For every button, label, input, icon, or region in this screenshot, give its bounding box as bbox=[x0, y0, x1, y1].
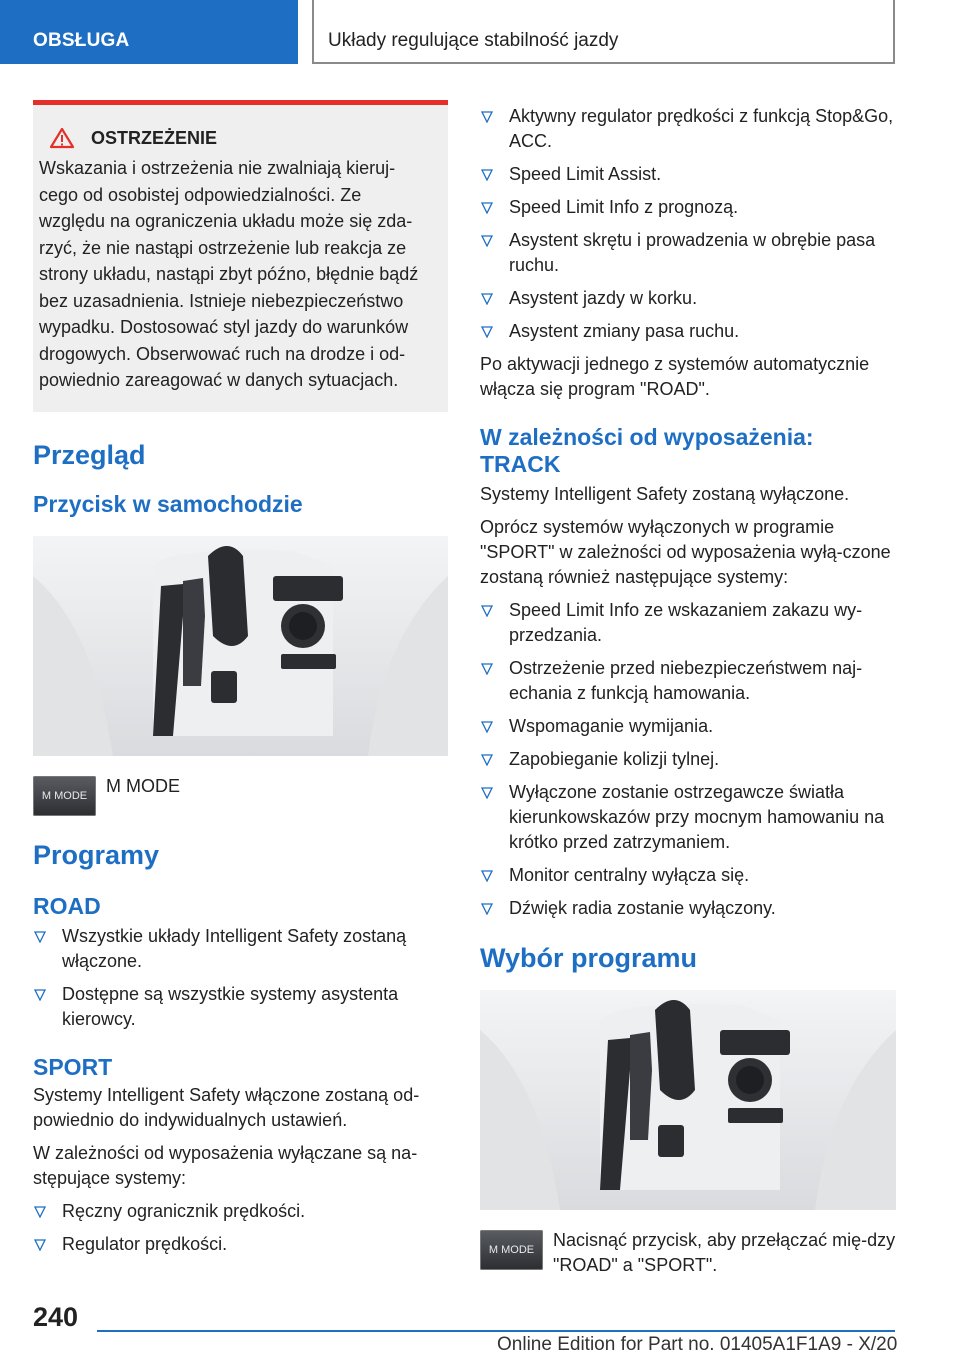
triangle-bullet-icon bbox=[481, 202, 493, 214]
console-illustration bbox=[480, 990, 896, 1210]
triangle-bullet-icon bbox=[481, 721, 493, 733]
triangle-bullet-icon bbox=[481, 235, 493, 247]
triangle-bullet-icon bbox=[481, 787, 493, 799]
console-photo bbox=[33, 536, 448, 756]
page-number: 240 bbox=[33, 1302, 79, 1332]
warning-triangle-icon bbox=[49, 127, 75, 149]
track-paragraph-1: Systemy Intelligent Safety zostaną wyłączone. bbox=[480, 484, 850, 504]
warning-box bbox=[33, 100, 448, 412]
sport-list-continued bbox=[480, 104, 896, 344]
warning-line: strony układu, nastąpi zbyt późno, błędnie bądź bbox=[39, 264, 419, 284]
list-item: Regulator prędkości. bbox=[33, 1232, 448, 1257]
list-item: Asystent jazdy w korku. bbox=[480, 286, 896, 311]
track-paragraph-2: Oprócz systemów wyłączonych w programie "SPORT" w zależności od wyposażenia wyłą-czone zostaną również następujące systemy: bbox=[480, 517, 891, 587]
road-heading: ROAD bbox=[33, 892, 101, 919]
chapter-title-box bbox=[312, 0, 895, 64]
triangle-bullet-icon bbox=[481, 754, 493, 766]
list-item: Dźwięk radia zostanie wyłączony. bbox=[480, 896, 896, 921]
selection-caption: Nacisnąć przycisk, aby przełączać mię-dzy "ROAD" a "SPORT". bbox=[553, 1230, 896, 1275]
triangle-bullet-icon bbox=[481, 169, 493, 181]
console-illustration bbox=[33, 536, 448, 756]
list-item: Speed Limit Assist. bbox=[480, 162, 896, 187]
warning-line: względu na ograniczenia układu może się zda- bbox=[39, 211, 413, 231]
list-item: Wszystkie układy Intelligent Safety zostaną włączone. bbox=[33, 924, 448, 974]
list-item: Ostrzeżenie przed niebezpieczeństwem naj-echania z funkcją hamowania. bbox=[480, 656, 896, 706]
list-item: Wyłączone zostanie ostrzegawcze światła kierunkowskazów przy mocnym hamowaniu na krótko przed zatrzymaniem. bbox=[480, 780, 896, 855]
warning-title: OSTRZEŻENIE bbox=[91, 127, 218, 148]
list-item: Speed Limit Info z prognozą. bbox=[480, 195, 896, 220]
list-item: Monitor centralny wyłącza się. bbox=[480, 863, 896, 888]
list-item: Asystent zmiany pasa ruchu. bbox=[480, 319, 896, 344]
m-mode-button-icon: M MODE bbox=[480, 1230, 543, 1270]
list-item: Zapobieganie kolizji tylnej. bbox=[480, 747, 896, 772]
programs-heading: Programy bbox=[33, 839, 160, 870]
chapter-title: Układy regulujące stabilność jazdy bbox=[328, 30, 619, 51]
track-list bbox=[480, 598, 896, 921]
left-column bbox=[33, 100, 448, 1265]
sport-heading: SPORT bbox=[33, 1053, 113, 1080]
road-note: Po aktywacji jednego z systemów automatycznie włącza się program "ROAD". bbox=[480, 354, 870, 399]
sport-paragraph-1: Systemy Intelligent Safety włączone zostaną od-powiednio do indywidualnych ustawień. bbox=[33, 1084, 420, 1130]
section-label: OBSŁUGA bbox=[33, 30, 130, 51]
triangle-bullet-icon bbox=[481, 663, 493, 675]
list-item: Aktywny regulator prędkości z funkcją Stop&Go, ACC. bbox=[480, 104, 896, 154]
list-item: Speed Limit Info ze wskazaniem zakazu wy-przedzania. bbox=[480, 598, 896, 648]
track-heading-1: W zależności od wyposażenia: bbox=[480, 424, 814, 450]
console-photo-2 bbox=[480, 990, 896, 1210]
overview-heading: Przegląd bbox=[33, 439, 146, 470]
triangle-bullet-icon bbox=[34, 989, 46, 1001]
warning-line: drogowych. Obserwować ruch na drodze i od- bbox=[39, 343, 406, 364]
warning-line: bez uzasadnienia. Istnieje niebezpieczeństwo bbox=[39, 290, 404, 311]
triangle-bullet-icon bbox=[481, 326, 493, 338]
triangle-bullet-icon bbox=[481, 605, 493, 617]
mode-caption-row bbox=[33, 776, 448, 816]
triangle-bullet-icon bbox=[34, 931, 46, 943]
warning-line: powiednio zareagować w danych sytuacjach. bbox=[39, 370, 399, 390]
mode-caption: M MODE bbox=[106, 775, 180, 796]
selection-heading: Wybór programu bbox=[480, 943, 698, 973]
section-tab bbox=[0, 0, 298, 64]
triangle-bullet-icon bbox=[34, 1206, 46, 1218]
footer-edition: Online Edition for Part no. 01405A1F1A9 - X/20 bbox=[497, 1334, 898, 1355]
warning-line: Wskazania i ostrzeżenia nie zwalniają kieruj- bbox=[39, 158, 396, 178]
warning-line: rzyć, że nie nastąpi ostrzeżenie lub reakcja ze bbox=[39, 237, 407, 258]
button-heading: Przycisk w samochodzie bbox=[33, 490, 303, 517]
m-mode-button-icon: M MODE bbox=[33, 776, 96, 816]
sport-paragraph-2: W zależności od wyposażenia wyłączane są na-stępujące systemy: bbox=[33, 1142, 418, 1188]
footer-divider bbox=[97, 1330, 895, 1332]
triangle-bullet-icon bbox=[481, 111, 493, 123]
triangle-bullet-icon bbox=[481, 903, 493, 915]
road-list bbox=[33, 924, 448, 1032]
triangle-bullet-icon bbox=[34, 1239, 46, 1251]
list-item: Ręczny ogranicznik prędkości. bbox=[33, 1199, 448, 1224]
warning-heading bbox=[39, 127, 440, 149]
warning-line: cego od osobistej odpowiedzialności. Ze bbox=[39, 184, 362, 205]
triangle-bullet-icon bbox=[481, 293, 493, 305]
warning-line: wypadku. Dostosować styl jazdy do warunków bbox=[39, 317, 409, 337]
list-item: Wspomaganie wymijania. bbox=[480, 714, 896, 739]
selection-caption-row bbox=[480, 1230, 896, 1278]
list-item: Dostępne są wszystkie systemy asystenta kierowcy. bbox=[33, 982, 448, 1032]
list-item: Asystent skrętu i prowadzenia w obrębie pasa ruchu. bbox=[480, 228, 896, 278]
track-heading-2: TRACK bbox=[480, 451, 561, 477]
triangle-bullet-icon bbox=[481, 870, 493, 882]
right-column bbox=[480, 104, 896, 1278]
warning-text bbox=[39, 155, 440, 394]
sport-list bbox=[33, 1199, 448, 1257]
